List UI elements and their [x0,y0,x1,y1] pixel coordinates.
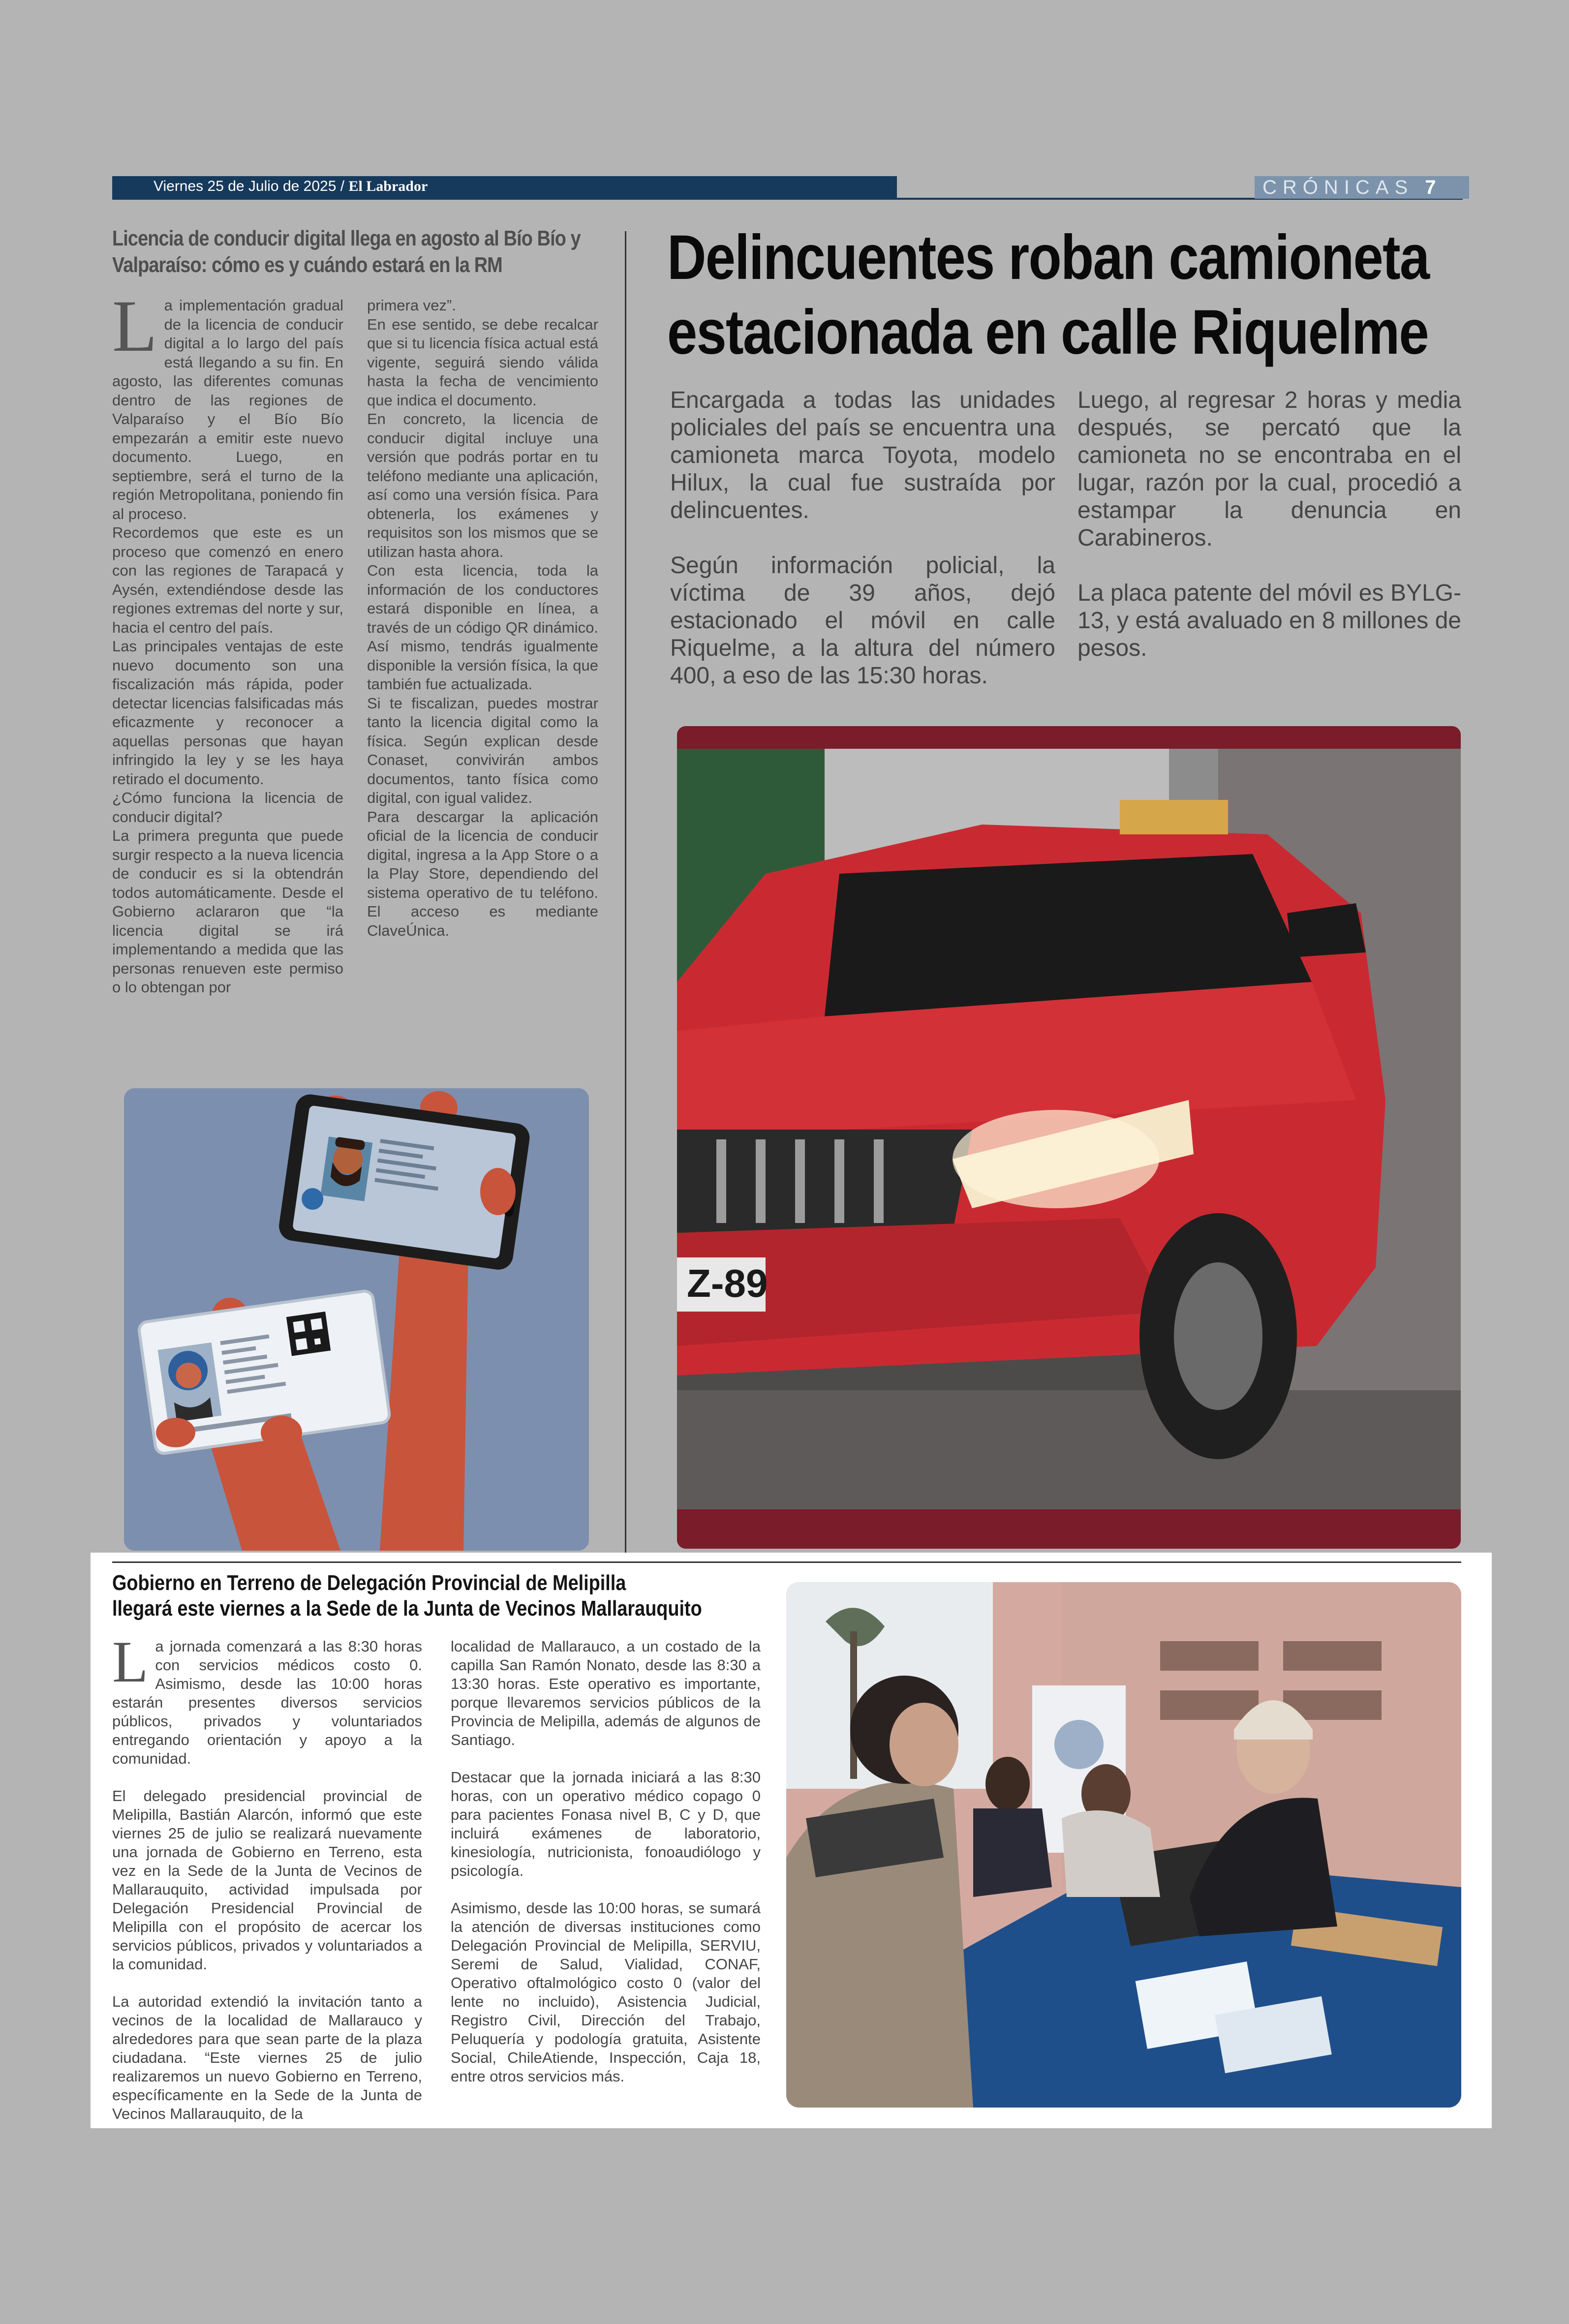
digital-license-illustration [124,1088,589,1551]
column-divider [625,231,626,1564]
headline-line-1: Delincuentes roban camioneta [667,222,1429,293]
section-tag [1255,176,1469,199]
melipilla-article-column-1 [112,1629,422,2142]
subheading: ¿Cómo funciona la licencia de conducir digital? [112,789,343,826]
gobierno-en-terreno-photo [786,1582,1461,2108]
paragraph: Encargada a todas las unidades policiales del país se encuentra una camioneta marca Toyota, modelo Hilux, la cual fue sustraída por delincuentes. [670,387,1055,523]
bottom-article-rule [112,1561,1461,1563]
truck-article-column-1 [670,387,1055,717]
drop-cap: L [112,285,157,367]
headline-line-2: estacionada en calle Riquelme [667,297,1428,367]
paragraph: La autoridad extendió la invitación tanto a vecinos de la localidad de Mallarauco y alrededores para que sean parte de la plaza ciudadana. “Este viernes 25 de julio realizaremos un nuevo Gobierno en Terreno, específicamente en la Sede de la Junta de Vecinos Mallarauquito, de la [112,1993,422,2122]
drop-cap: L [112,1629,149,1694]
paragraph: localidad de Mallarauco, a un costado de la capilla San Ramón Nonato, desde las 8:30 a 13:30 horas. Este operativo es importante, porque llevaremos servicios públicos de la Provincia de Melipilla, además de algunos de Santiago. [451,1638,761,1748]
license-plate: Z-89 [687,1261,768,1305]
paragraph: Recordemos que este es un proceso que comenzó en enero con las regiones de Tarapacá y Aysén, extendiéndose desde las regiones extremas del norte y sur, hacia el centro del país. [112,524,343,636]
paragraph: La implementación gradual de la licencia de conducir digital a lo largo del país está llegando a su fin. En agosto, las diferentes comunas dentro de las regiones de Valparaíso y el Bío Bío empezarán a emitir este nuevo documento. Luego, en septiembre, será el turno de la región Metropolitana, poniendo fin al proceso. [112,285,343,522]
paragraph: Asimismo, desde las 10:00 horas, se sumará la atención de diversas instituciones como Delegación Provincial de Melipilla, SERVIU, Seremi de Salud, Vialidad, CONAF, Operativo oftalmológico costo 0 (valor del lente no incluido), Asistencia Judicial, Registro Civil, Dirección del Trabajo, Peluquería y podología gratuita, Asistente Social, ChileAtiende, Inspección, Caja 18, entre otros servicios más. [451,1899,761,2085]
paragraph: En concreto, la licencia de conducir digital incluye una versión que podrás portar en tu teléfono mediante una aplicación, así como una versión física. Para obtenerla, los exámenes y requisitos son los mismos que se utilizan hasta ahora. [367,410,598,560]
license-article-column-2 [367,296,598,940]
paragraph: Con esta licencia, toda la información de los conductores estará disponible en línea, a través de un código QR dinámico. Así mismo, tendrás igualmente disponible la versión física, la que también fue actualizada. [367,562,598,693]
paragraph: Si te fiscalizan, puedes mostrar tanto la licencia digital como la física. Según explican desde Conaset, convivirán ambos documentos, tanto física como digital, con igual validez. [367,694,598,806]
section-name: CRÓNICAS [1262,177,1414,198]
license-article-column-1 [112,285,343,997]
truck-article-column-2 [1077,387,1461,690]
melipilla-article-column-2 [451,1637,761,2105]
page-number: 7 [1425,177,1442,198]
newspaper-name: El Labrador [348,178,428,194]
dateline-separator: / [340,178,345,194]
stolen-truck-photo [677,726,1461,1549]
paragraph: En ese sentido, se debe recalcar que si tu licencia física actual está vigente, seguirá siendo válida hasta la fecha de vencimiento que indica el documento. [367,315,598,409]
header-dateline [154,178,428,195]
paragraph: El delegado presidencial provincial de Melipilla, Bastián Alarcón, informó que este viernes 25 de julio se realizará nuevamente una jornada de Gobierno en Terreno, esta vez en la Sede de la Junta de Vecinos de Mallarauquito, actividad impulsada por Delegación Presidencial Provincial de Melipilla con el propósito de acercar los servicios públicos, privados y voluntariados a la comunidad. [112,1787,422,1973]
truck-theft-headline [667,220,1429,370]
headline-line-2: llegará este viernes a la Sede de la Junta de Vecinos Mallarauquito [112,1596,702,1621]
headline-line-1: Gobierno en Terreno de Delegación Provincial de Melipilla [112,1571,626,1595]
paragraph: La placa patente del móvil es BYLG-13, y está avaluado en 8 millones de pesos. [1077,580,1461,661]
paragraph: La primera pregunta que puede surgir respecto a la nueva licencia de conducir es si la obtendrán todos automáticamente. Desde el Gobierno aclararon que “la licencia digital se irá implementando a medida que las personas renueven este permiso o lo obtengan por [112,827,343,996]
issue-date: Viernes 25 de Julio de 2025 [154,178,337,194]
paragraph: primera vez”. [367,297,456,314]
paragraph: Luego, al regresar 2 horas y media después, se percató que la camioneta no se encontraba en el lugar, razón por la cual, procedió a estampar la denuncia en Carabineros. [1077,387,1461,551]
paragraph: La jornada comenzará a las 8:30 horas con servicios médicos costo 0. Asimismo, desde las 10:00 horas estarán presentes diversos servicios públicos, privados y voluntariados entregando orientación y apoyo a la comunidad. [112,1629,422,1767]
paragraph: Las principales ventajas de este nuevo documento son una fiscalización más rápida, poder detectar licencias falsificadas más eficazmente y reconocer a aquellas personas que hayan infringido la ley y se les haya retirado el documento. [112,638,343,788]
paragraph: Según información policial, la víctima de 39 años, dejó estacionado el móvil en calle Riquelme, a la altura del número 400, a eso de las 15:30 horas. [670,552,1055,689]
melipilla-article-headline [112,1570,702,1621]
license-article-headline: Licencia de conducir digital llega en agosto al Bío Bío y Valparaíso: cómo es y cuándo estará en la RM [112,226,581,277]
paragraph: Destacar que la jornada iniciará a las 8:30 horas, con un operativo médico copago 0 para pacientes Fonasa nivel B, C y D, que incluirá exámenes de laboratorio, kinesiología, nutricionista, fonoaudiólogo y psicología. [451,1769,761,1879]
paragraph: Para descargar la aplicación oficial de la licencia de conducir digital, ingresa a la App Store o a la Play Store, dependiendo del sistema operativo de tu teléfono. El acceso es mediante ClaveÚnica. [367,808,598,939]
